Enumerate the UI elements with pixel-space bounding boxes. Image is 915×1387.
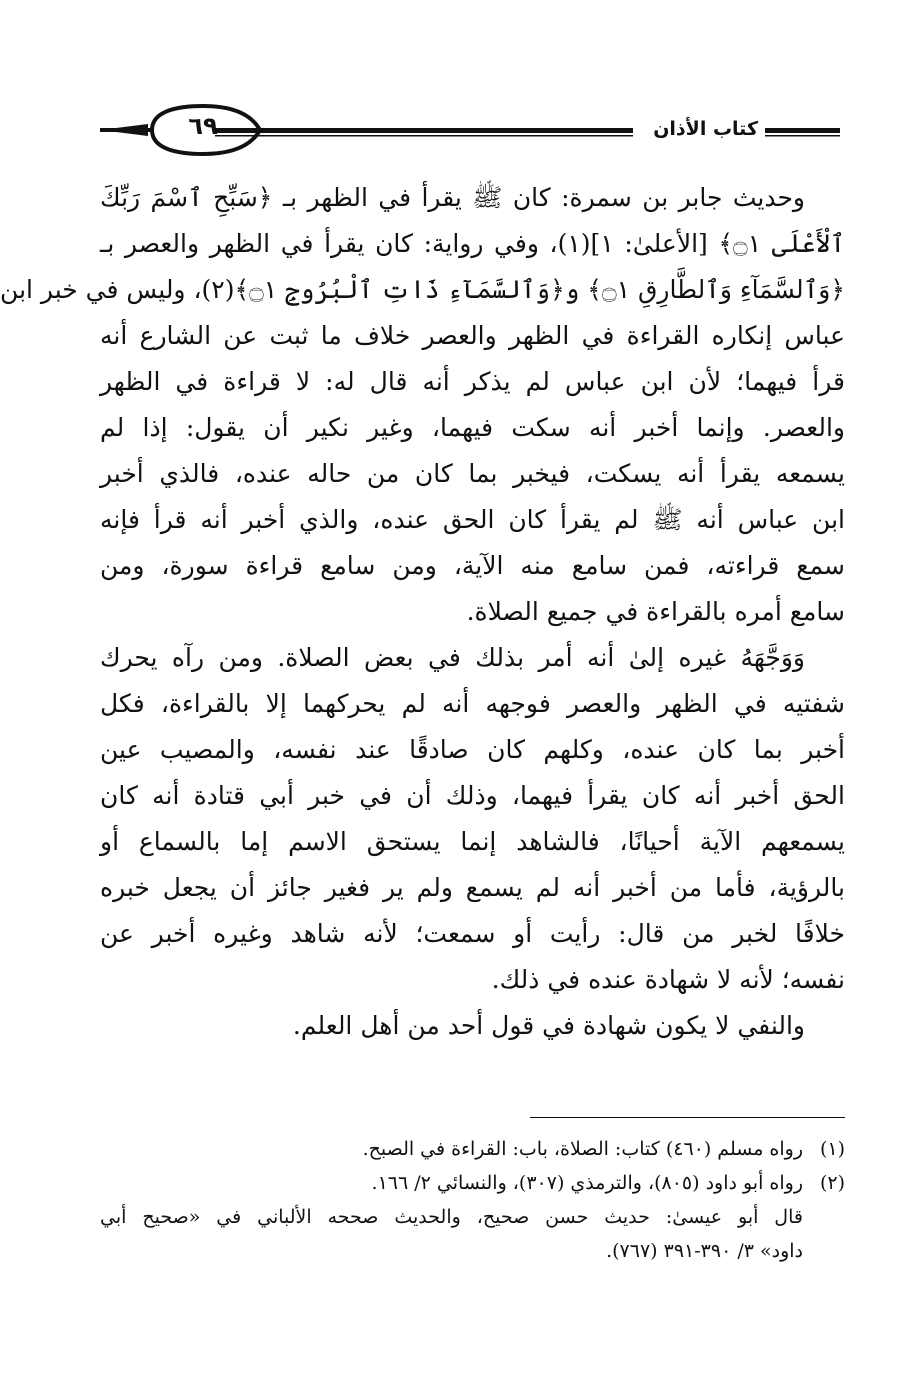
running-title: كتاب الأذان: [653, 118, 758, 140]
footnote-number: (٢): [819, 1172, 845, 1194]
footnote-text: رواه مسلم (٤٦٠) كتاب: الصلاة، باب: القراءة في الصبح.: [362, 1138, 803, 1160]
footnote-item: [100, 1166, 845, 1200]
text-line: الحق أخبر أنه كان يقرأ فيهما، وذلك أن في خبر أبي قتادة أنه كان: [100, 781, 845, 810]
text-line: ﴿وَٱلسَّمَآءِ وَٱلطَّارِقِ ۝١﴾ و﴿وَٱلسَّمَآءِ ذَاتِ ٱلْبُرُوجِ ۝١﴾(٢)، وليس في خبر ابن: [0, 275, 845, 304]
footnotes: [100, 1132, 845, 1268]
text-line: قرأ فيهما؛ لأن ابن عباس لم يذكر أنه قال له: لا قراءة في الظهر: [100, 367, 845, 396]
footnote-continuation: داود» ٣/ ٣٩٠-٣٩١ (٧٦٧).: [606, 1240, 803, 1262]
footnote-text: رواه أبو داود (٨٠٥)، والترمذي (٣٠٧)، والنسائي ٢/ ١٦٦.: [371, 1172, 803, 1194]
text-line: وحديث جابر بن سمرة: كان ﷺ يقرأ في الظهر بـ ﴿سَبِّحِ ٱسْمَ رَبِّكَ: [100, 183, 805, 212]
text-line: والنفي لا يكون شهادة في قول أحد من أهل العلم.: [292, 1011, 805, 1040]
text-line: خلافًا لخبر من قال: رأيت أو سمعت؛ لأنه شاهد وغيره أخبر عن: [100, 919, 845, 948]
text-line: عباس إنكاره القراءة في الظهر والعصر خلاف ما ثبت عن الشارع أنه: [100, 321, 845, 350]
footnote-separator: [530, 1117, 845, 1118]
footnote-item: [100, 1132, 845, 1166]
right-rule: [765, 128, 840, 133]
text-line: ابن عباس أنه ﷺ لم يقرأ كان الحق عنده، والذي أخبر أنه قرأ فإنه: [100, 505, 845, 534]
text-line: سمع قراءته، فمن سامع منه الآية، ومن سامع قراءة سورة، ومن: [100, 551, 845, 580]
text-line: نفسه؛ لأنه لا شهادة عنده في ذلك.: [491, 965, 845, 994]
text-line: شفتيه في الظهر والعصر فوجهه أنه لم يحركهما إلا بالقراءة، فكل: [100, 689, 845, 718]
main-text: [0, 175, 845, 1049]
footnote-continuation: قال أبو عيسىٰ: حديث حسن صحيح، والحديث صححه الألباني في «صحيح أبي: [100, 1206, 803, 1228]
text-line: أخبر بما كان عنده، وكلهم كان صادقًا عند نفسه، والمصيب عين: [100, 735, 845, 764]
text-line: يسمعهم الآية أحيانًا، فالشاهد إنما يستحق الاسم إما بالسماع أو: [100, 827, 845, 856]
footnote-number: (١): [819, 1138, 845, 1160]
text-line: والعصر. وإنما أخبر أنه سكت فيهما، وغير نكير أن يقول: إذا لم: [100, 413, 845, 442]
page-header: [100, 100, 840, 160]
text-line: ٱلْأَعْلَى ۝١﴾ [الأعلىٰ: ١](١)، وفي رواية: كان يقرأ في الظهر والعصر بـ: [100, 229, 845, 258]
text-line: بالرؤية، فأما من أخبر أنه لم يسمع ولم ير فغير جائز أن يجعل خبره: [100, 873, 845, 902]
page-number: ٦٩: [188, 112, 218, 140]
middle-rule: [215, 128, 633, 133]
text-line: وَوَجَّهَهُ غيره إلىٰ أنه أمر بذلك في بعض الصلاة. ومن رآه يحرك: [100, 643, 805, 672]
text-line: سامع أمره بالقراءة في جميع الصلاة.: [466, 597, 845, 626]
text-line: يسمعه يقرأ أنه يسكت، فيخبر بما كان من حاله عنده، فالذي أخبر: [100, 459, 845, 488]
